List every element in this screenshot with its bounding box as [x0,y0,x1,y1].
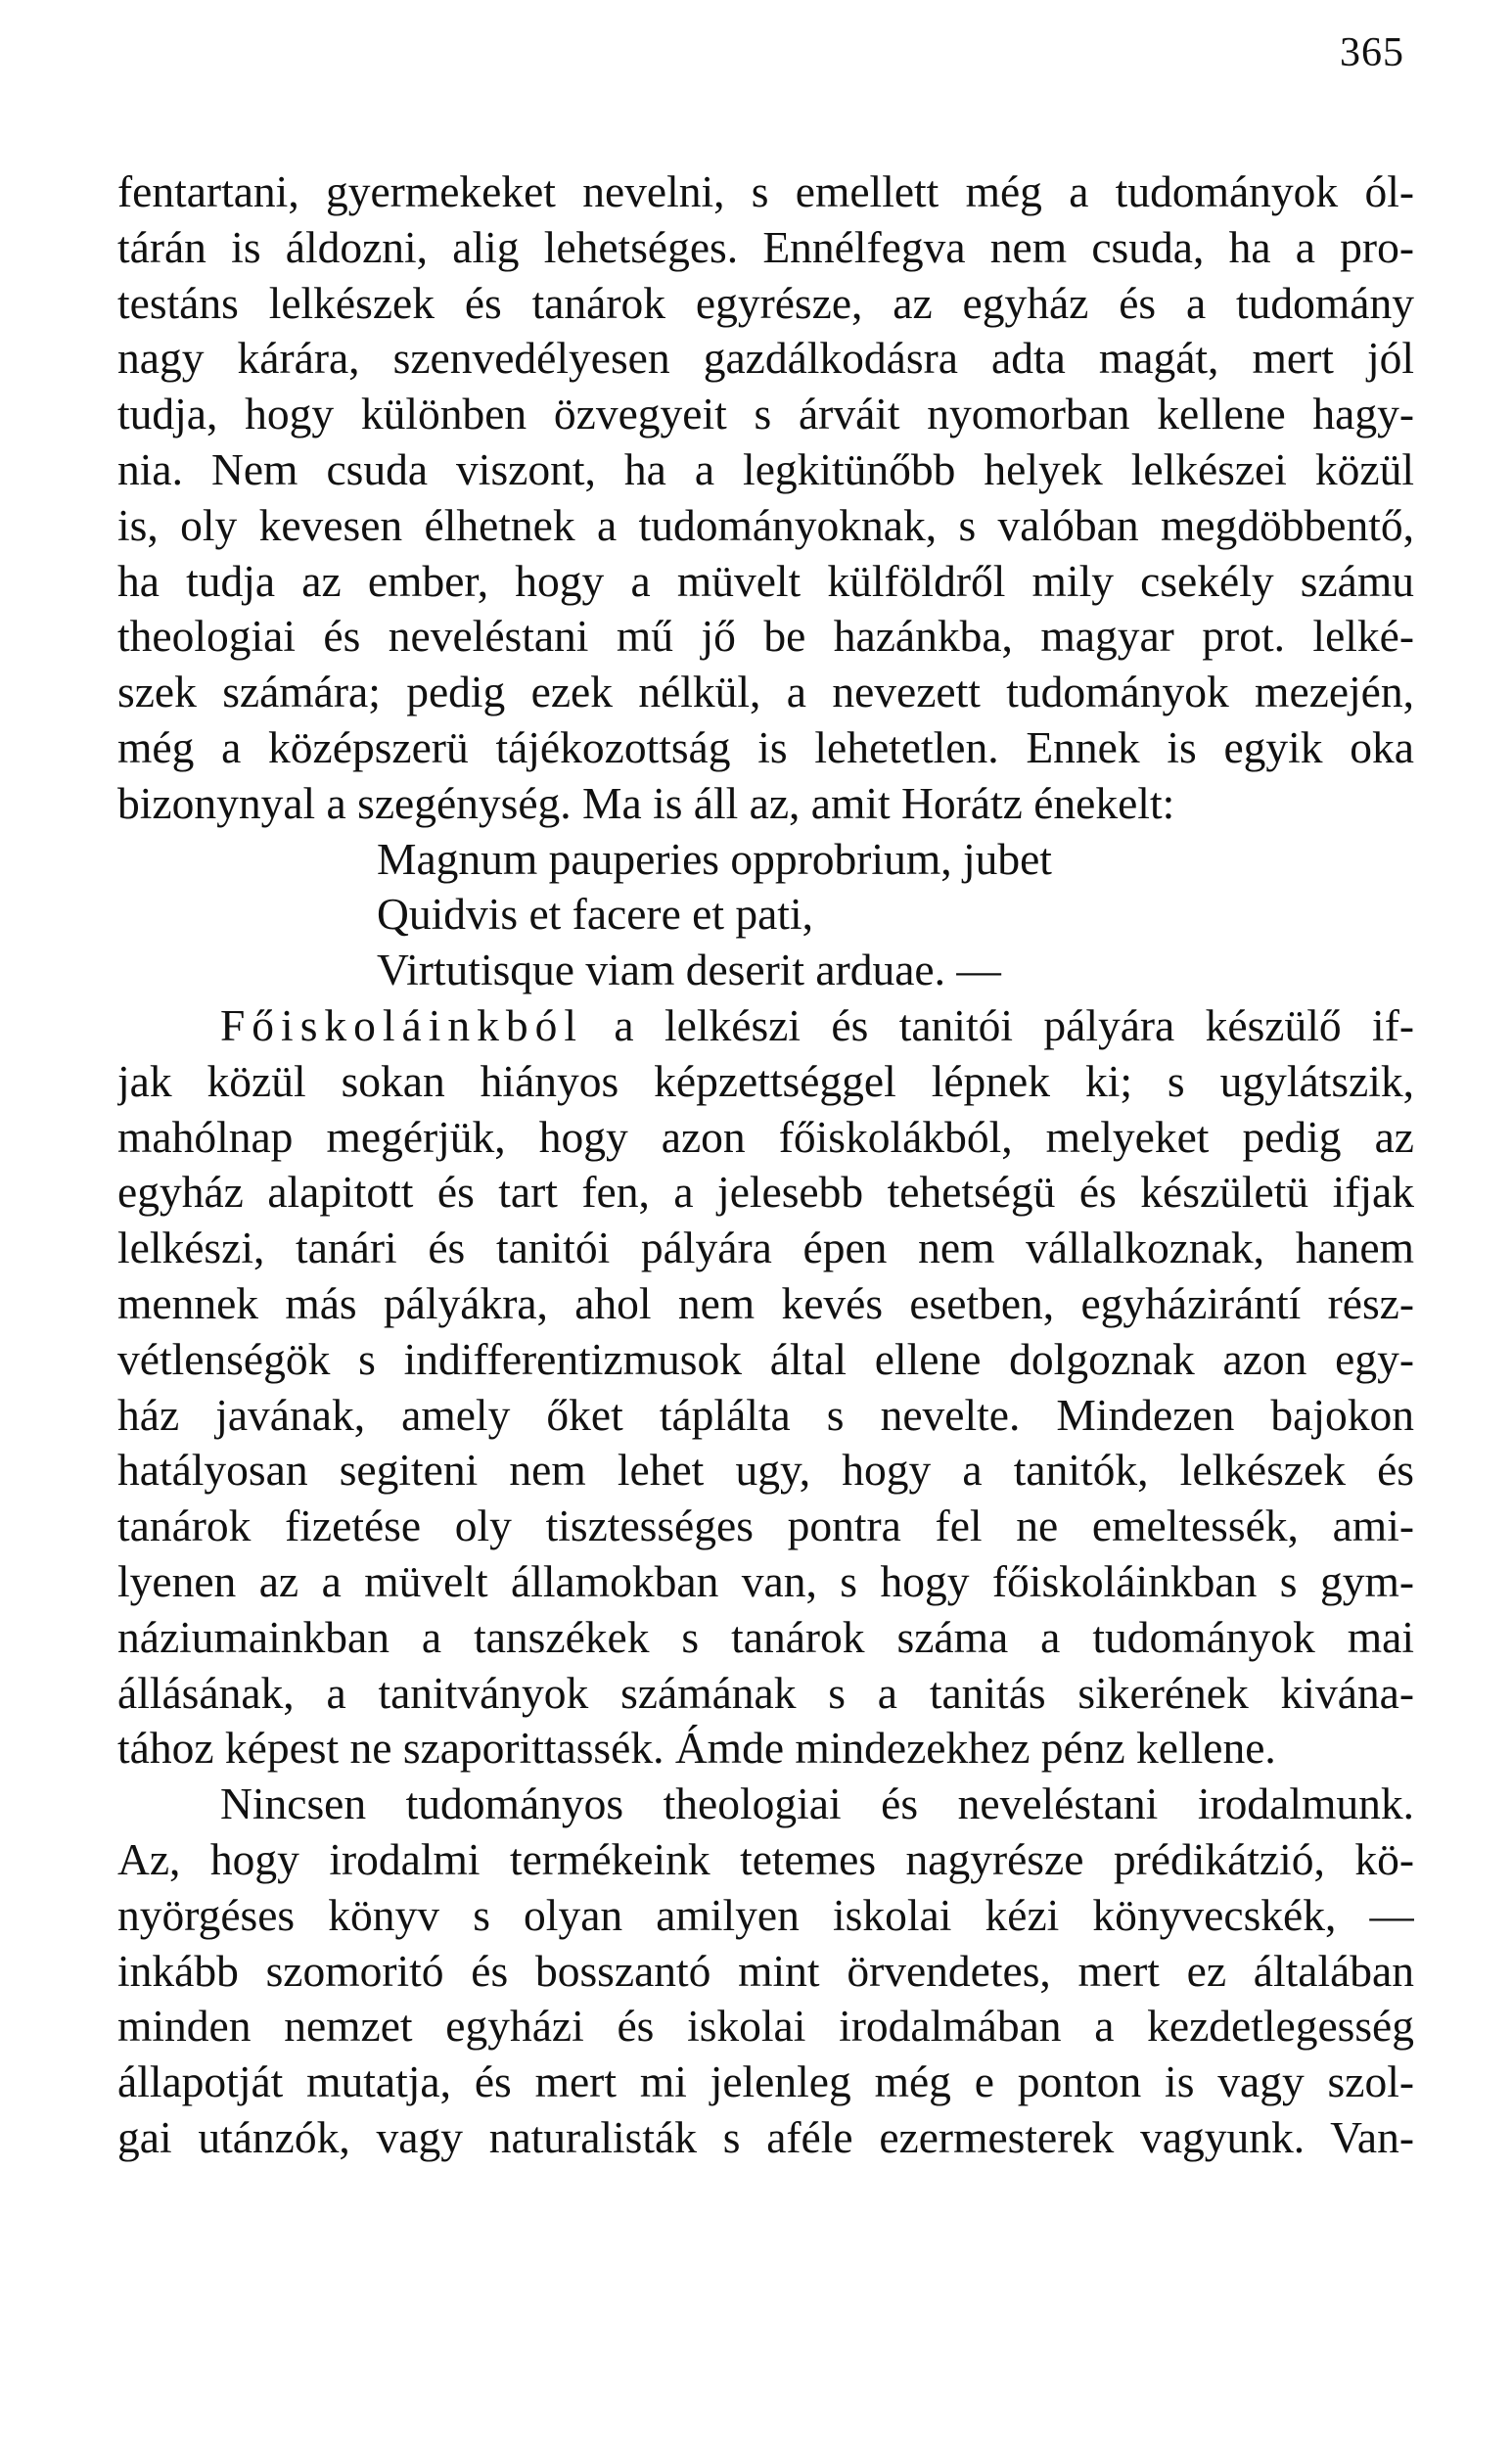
text-line: fentartani, gyermekeket nevelni, s emellett még a tudományok ól- [117,166,1414,216]
line-remainder: a lelkészi és tanitói pályára készülő if- [583,999,1414,1050]
text-line: mahólnap megérjük, hogy azon főiskolákból, melyeket pedig az [117,1111,1414,1162]
text-line: jak közül sokan hiányos képzettséggel lépnek ki; s ugylátszik, [117,1055,1414,1106]
text-line: még a középszerü tájékozottság is lehetetlen. Ennek is egyik oka [117,721,1414,772]
text-line: ha tudja az ember, hogy a müvelt külföldről mily csekély számu [117,555,1414,606]
text-line: mennek más pályákra, ahol nem kevés esetben, egyházirántí rész- [117,1277,1414,1328]
body-text [117,164,1414,2166]
text-line: vétlenségök s indifferentizmusok által ellene dolgoznak azon egy- [117,1333,1414,1384]
text-line: gai utánzók, vagy naturalisták s aféle ezermesterek vagyunk. Van- [117,2111,1414,2162]
text-line: Az, hogy irodalmi termékeink tetemes nagyrésze prédikátzió, kö- [117,1833,1414,1884]
text-line: tudja, hogy különben özvegyeit s árváit nyomorban kellene hagy- [117,389,1414,439]
text-line: hatályosan segiteni nem lehet ugy, hogy a tanitók, lelkészek és [117,1445,1414,1496]
text-line: theologiai és neveléstani mű jő be hazánkba, magyar prot. lelké- [117,611,1414,662]
verse-line: Quidvis et facere et pati, [377,889,813,940]
text-line: egyház alapitott és tart fen, a jelesebb tehetségü és készületü ifjak [117,1167,1414,1218]
text-line: állapotját mutatja, és mert mi jelenleg még e ponton is vagy szol- [117,2056,1414,2107]
text-line: inkább szomoritó és bosszantó mint örvendetes, mert ez általában [117,1945,1414,1996]
text-line: tanárok fizetése oly tisztességes pontra fel ne emeltessék, ami- [117,1501,1414,1551]
text-line: testáns lelkészek és tanárok egyrésze, az egyház és a tudomány [117,277,1414,328]
text-line: is, oly kevesen élhetnek a tudományoknak, s valóban megdöbbentő, [117,499,1414,550]
text-line: Nincsen tudományos theologiai és neveléstani irodalmunk. [220,1778,1414,1829]
text-line [117,998,1414,1054]
text-line: nagy kárára, szenvedélyesen gazdálkodásra adta magát, mert jól [117,333,1414,384]
text-line: tárán is áldozni, alig lehetséges. Ennélfegva nem csuda, ha a pro- [117,221,1414,272]
text-line: állásának, a tanitványok számának s a tanitás sikerének kivána- [117,1667,1414,1718]
emphasized-word: Főiskoláinkból [220,999,584,1050]
text-line: lyenen az a müvelt államokban van, s hogy főiskoláinkban s gym- [117,1555,1414,1606]
text-line: náziumainkban a tanszékek s tanárok száma a tudományok mai [117,1611,1414,1662]
text-line: tához képest ne szaporittassék. Ámde mindezekhez pénz kellene. [117,1723,1276,1774]
text-line: nia. Nem csuda viszont, ha a legkitünőbb helyek lelkészei közül [117,443,1414,494]
text-line: bizonynyal a szegénység. Ma is áll az, amit Horátz énekelt: [117,777,1175,828]
text-line: minden nemzet egyházi és iskolai irodalmában a kezdetlegesség [117,2001,1414,2052]
text-line: ház javának, amely őket táplálta s nevelte. Mindezen bajokon [117,1389,1414,1440]
verse-line: Virtutisque viam deserit arduae. — [377,945,1001,995]
verse-line: Magnum pauperies opprobrium, jubet [377,833,1052,884]
text-line: nyörgéses könyv s olyan amilyen iskolai kézi könyvecskék, — [117,1889,1414,1940]
text-line: lelkészi, tanári és tanitói pályára épen nem vállalkoznak, hanem [117,1223,1414,1273]
text-line: szek számára; pedig ezek nélkül, a nevezett tudományok mezején, [117,667,1414,717]
page-number: 365 [1340,30,1404,75]
